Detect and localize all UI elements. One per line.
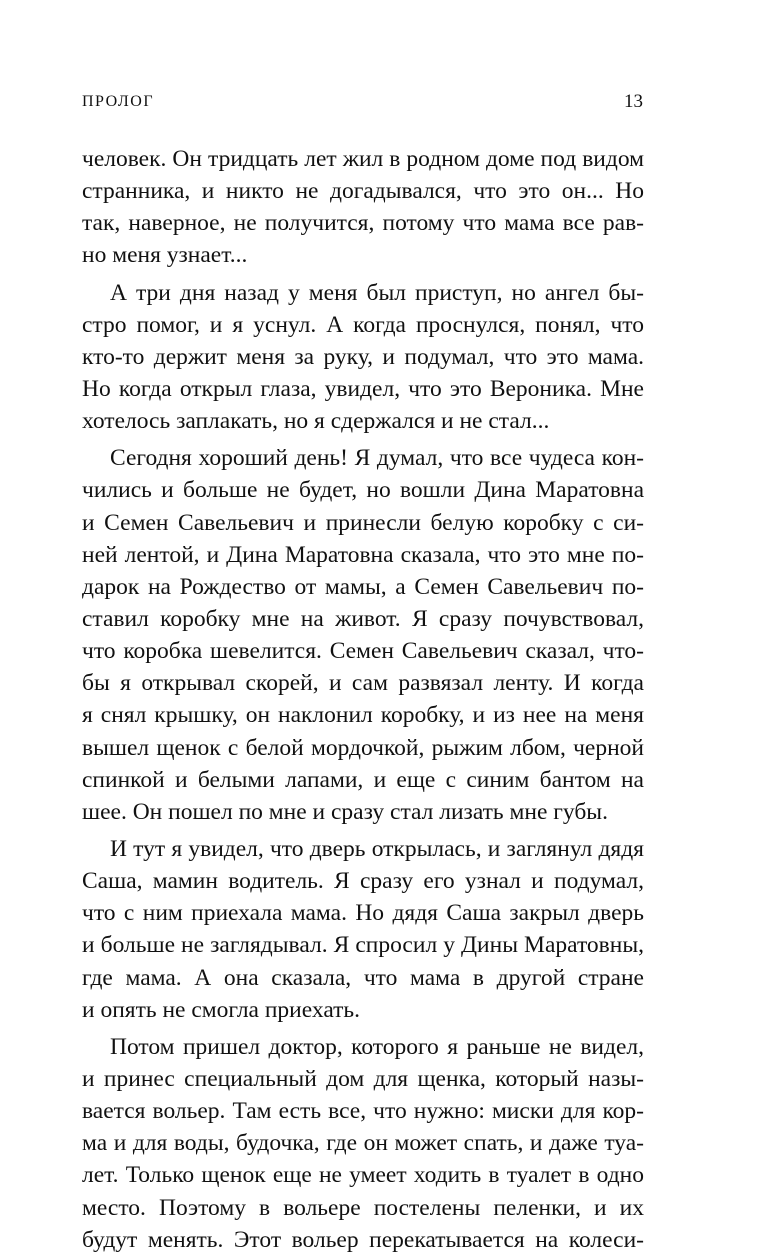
paragraph bbox=[82, 1031, 644, 1256]
text-line: чились и больше не будет, но вошли Дина Маратовна bbox=[82, 477, 644, 504]
text-line: Потом пришел доктор, которого я раньше не видел, bbox=[110, 1033, 644, 1060]
text-line: и опять не смогла приехать. bbox=[82, 996, 361, 1023]
text-line: И тут я увидел, что дверь открылась, и заглянул дядя bbox=[110, 835, 644, 862]
text-line: дарок на Рождество от мамы, а Семен Савельевич по- bbox=[82, 573, 644, 600]
text-line: так, наверное, не получится, потому что мама все рав- bbox=[82, 210, 644, 237]
text-line: где мама. А она сказала, что мама в другой стране bbox=[82, 964, 644, 991]
text-line: что коробка шевелится. Семен Савельевич сказал, что- bbox=[82, 638, 644, 665]
text-line: кто-то держит меня за руку, и подумал, что это мама. bbox=[82, 343, 644, 370]
running-title: ПРОЛОГ bbox=[82, 93, 155, 110]
body-text bbox=[82, 143, 644, 1256]
text-line: А три дня назад у меня был приступ, но ангел бы- bbox=[110, 279, 644, 306]
text-line: ставил коробку мне на живот. Я сразу почувствовал, bbox=[82, 605, 644, 632]
text-line: стро помог, и я уснул. А когда проснулся, понял, что bbox=[82, 311, 644, 338]
text-line: и больше не заглядывал. Я спросил у Дины Маратовны, bbox=[82, 932, 644, 959]
text-line: Но когда открыл глаза, увидел, что это Вероника. Мне bbox=[82, 375, 644, 402]
text-line: вается вольер. Там есть все, что нужно: миски для кор- bbox=[82, 1098, 644, 1125]
text-line: шее. Он пошел по мне и сразу стал лизать мне губы. bbox=[82, 798, 608, 825]
text-line: бы я открывал скорей, и сам развязал ленту. И когда bbox=[82, 670, 644, 697]
page-number: 13 bbox=[624, 91, 643, 112]
paragraph bbox=[82, 143, 644, 272]
paragraph bbox=[82, 833, 644, 1026]
paragraph bbox=[82, 442, 644, 828]
text-line: ма и для воды, будочка, где он может спать, и даже туа- bbox=[82, 1130, 644, 1157]
text-line: но меня узнает... bbox=[82, 242, 248, 269]
text-line: странника, и никто не догадывался, что это он... Но bbox=[82, 178, 644, 205]
text-line: и Семен Савельевич и принесли белую коробку с си- bbox=[82, 509, 644, 536]
text-line: Сегодня хороший день! Я думал, что все чудеса кон- bbox=[110, 445, 644, 472]
text-line: будут менять. Этот вольер перекатывается на колеси- bbox=[82, 1226, 644, 1253]
text-line: ней лентой, и Дина Маратовна сказала, что это мне по- bbox=[82, 541, 644, 568]
text-line: что с ним приехала мама. Но дядя Саша закрыл дверь bbox=[82, 900, 644, 927]
text-line: и принес специальный дом для щенка, который назы- bbox=[82, 1065, 644, 1092]
text-line: хотелось заплакать, но я сдержался и не стал... bbox=[82, 408, 550, 435]
text-line: вышел щенок с белой мордочкой, рыжим лбом, черной bbox=[82, 734, 644, 761]
text-line: Саша, мамин водитель. Я сразу его узнал и подумал, bbox=[82, 868, 644, 895]
text-line: спинкой и белыми лапами, и еще с синим бантом на bbox=[82, 766, 644, 793]
text-line: лет. Только щенок еще не умеет ходить в туалет в одно bbox=[82, 1162, 644, 1189]
text-line: человек. Он тридцать лет жил в родном доме под видом bbox=[82, 146, 644, 172]
text-line: я снял крышку, он наклонил коробку, и из нее на меня bbox=[82, 702, 644, 729]
text-line: место. Поэтому в вольере постелены пеленки, и их bbox=[82, 1194, 644, 1221]
paragraph bbox=[82, 277, 644, 438]
